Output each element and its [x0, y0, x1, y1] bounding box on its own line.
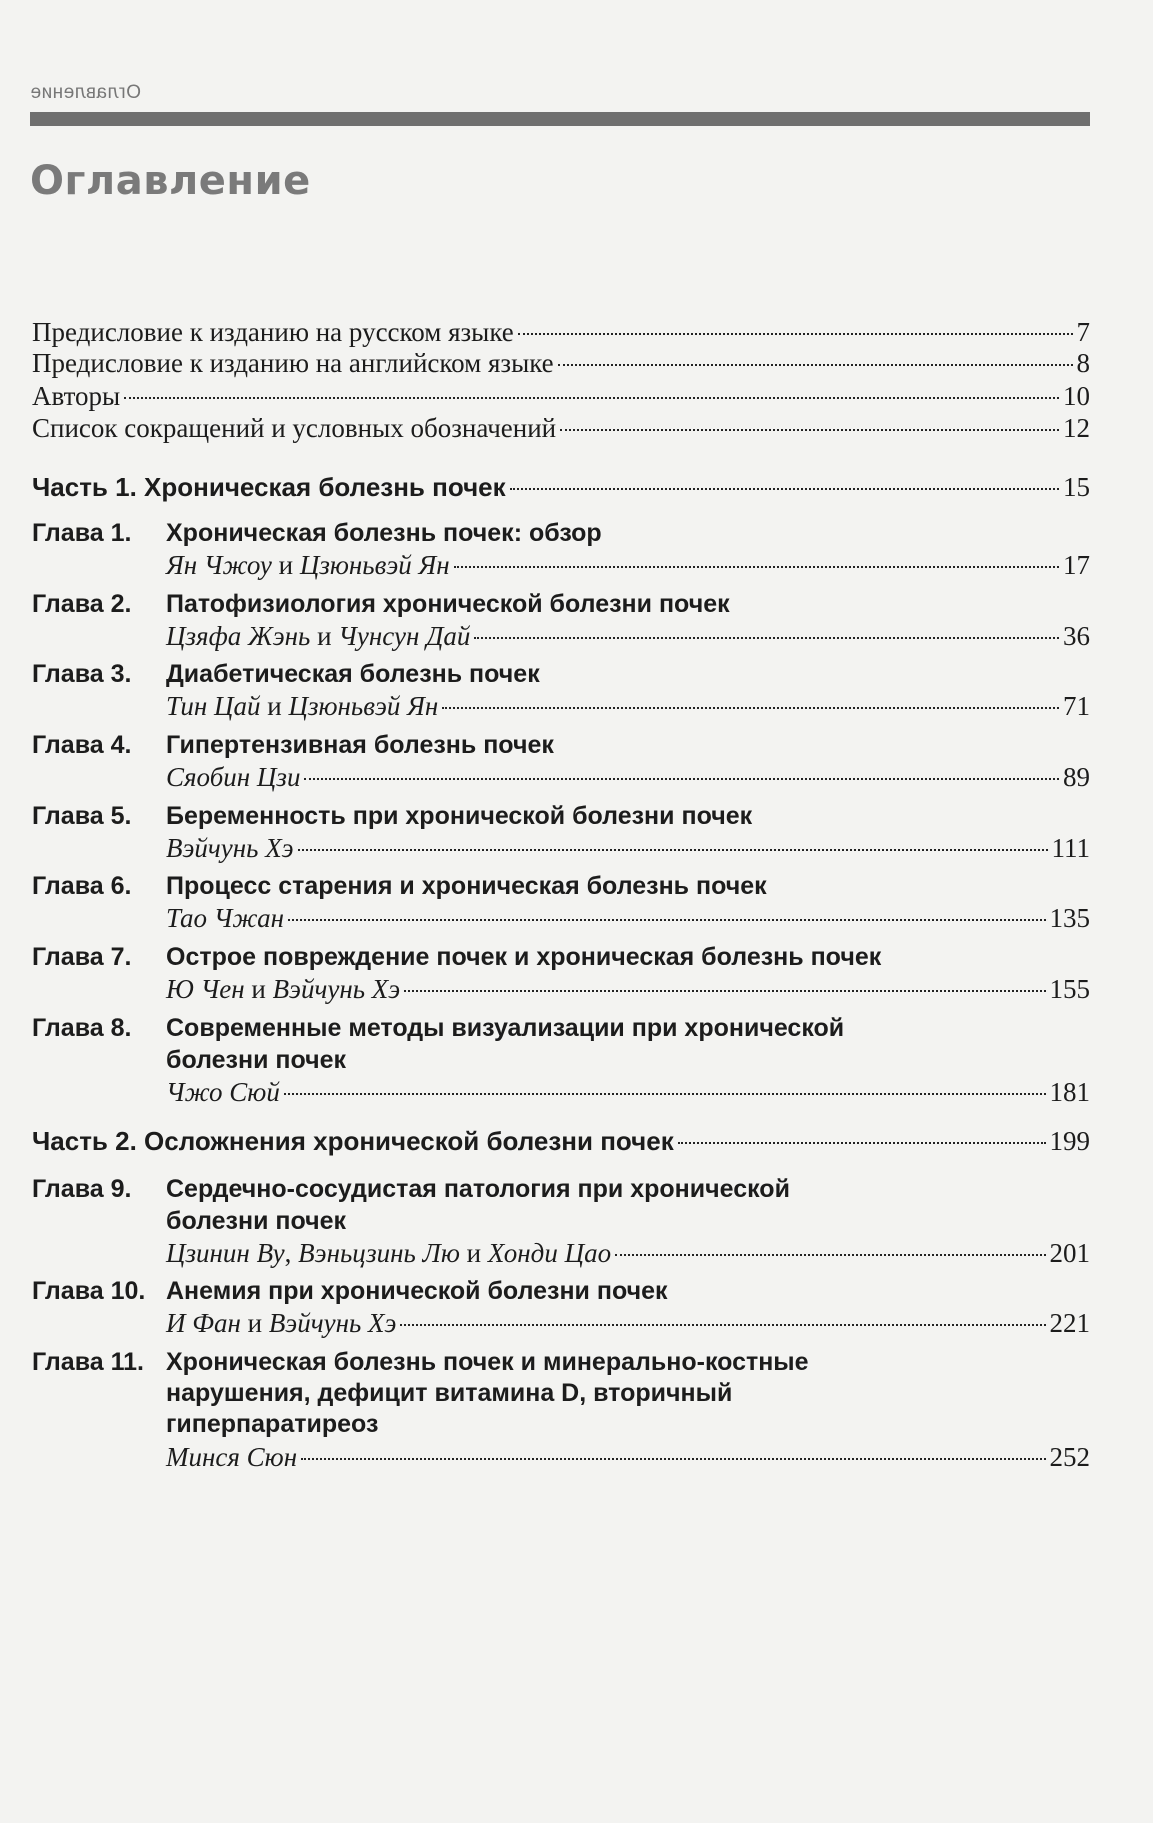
chapter-title-cont: нарушения, дефицит витамина D, вторичный	[166, 1379, 733, 1407]
author: Чунсун Дай	[338, 621, 471, 651]
chapter-title: Беременность при хронической болезни почек	[166, 802, 753, 830]
leader-dots	[510, 488, 1059, 490]
chapter-label: Глава 7.	[32, 943, 132, 971]
author: Сяобин Цзи	[166, 762, 301, 792]
chapter-label: Глава 10.	[32, 1277, 146, 1305]
leader-dots	[124, 397, 1059, 399]
leader-dots	[298, 849, 1048, 851]
leader-dots	[288, 919, 1045, 921]
toc-chapter-9-authors[interactable]	[166, 1234, 1090, 1272]
page-number: 181	[1049, 1077, 1090, 1107]
leader-dots	[284, 1093, 1046, 1095]
part-title: Часть 1. Хроническая болезнь почек	[32, 472, 506, 502]
page-title: Оглавление	[30, 158, 311, 204]
leader-dots	[560, 429, 1059, 431]
author: Вэньцзинь Лю	[298, 1238, 460, 1268]
page-number: 89	[1063, 762, 1090, 792]
conjunction: и	[251, 974, 266, 1004]
chapter-label: Глава 11.	[32, 1348, 144, 1376]
toc-chapter-1-authors[interactable]	[166, 546, 1090, 584]
chapter-title: Современные методы визуализации при хронической	[166, 1014, 845, 1042]
chapter-title: Гипертензивная болезнь почек	[166, 731, 554, 759]
toc-chapter-8-authors[interactable]	[166, 1073, 1090, 1111]
chapter-title: Сердечно-сосудистая патология при хронической	[166, 1175, 790, 1203]
chapter-title-cont: гиперпаратиреоз	[166, 1410, 379, 1438]
entry-text: Предисловие к изданию на английском языке	[32, 348, 554, 378]
author: Хонди Цао	[487, 1238, 612, 1268]
author: Вэйчунь Хэ	[268, 1308, 397, 1338]
entry-text: Авторы	[32, 381, 121, 411]
entry-text: Предисловие к изданию на русском языке	[32, 317, 514, 347]
leader-dots	[301, 1458, 1045, 1460]
page-number: 71	[1063, 691, 1090, 721]
toc-chapter-4-authors[interactable]	[166, 758, 1090, 796]
chapter-title-cont: болезни почек	[166, 1046, 347, 1074]
author: Цзяфа Жэнь	[166, 621, 311, 651]
page-number: 135	[1049, 903, 1090, 933]
author: Тао Чжан	[166, 903, 285, 933]
part-title: Часть 2. Осложнения хронической болезни почек	[32, 1126, 674, 1156]
toc-chapter-7-authors[interactable]	[166, 970, 1090, 1008]
page-number: 201	[1049, 1238, 1090, 1268]
author: Минся Сюн	[166, 1442, 298, 1472]
leader-dots	[404, 990, 1045, 992]
author: Ян Чжоу	[166, 550, 272, 580]
conjunction: и	[466, 1238, 482, 1268]
chapter-label: Глава 5.	[32, 802, 132, 830]
author: Ю Чен	[166, 974, 245, 1004]
page-number: 12	[1063, 413, 1090, 443]
toc-entry-abbreviations[interactable]	[32, 409, 1090, 447]
page-number: 15	[1063, 472, 1090, 502]
toc-chapter-11-authors[interactable]	[166, 1438, 1090, 1476]
author: Тин Цай	[166, 691, 261, 721]
leader-dots	[615, 1254, 1045, 1256]
page-number: 36	[1063, 621, 1090, 651]
author: Вэйчунь Хэ	[272, 974, 401, 1004]
author: Цзюньвэй Ян	[288, 691, 439, 721]
page-number: 199	[1049, 1126, 1090, 1156]
chapter-title-cont: болезни почек	[166, 1207, 347, 1235]
page-number: 111	[1051, 833, 1090, 863]
page-number: 17	[1063, 550, 1090, 580]
chapter-label: Глава 4.	[32, 731, 132, 759]
toc-chapter-5-authors[interactable]	[166, 829, 1090, 867]
page-number: 7	[1076, 317, 1090, 347]
chapter-label: Глава 1.	[32, 519, 132, 547]
author: Цзюньвэй Ян	[299, 550, 450, 580]
chapter-label: Глава 2.	[32, 590, 132, 618]
entry-text: Список сокращений и условных обозначений	[32, 413, 557, 443]
separator: ,	[284, 1238, 292, 1268]
chapter-title: Диабетическая болезнь почек	[166, 660, 540, 688]
chapter-title: Острое повреждение почек и хроническая болезнь почек	[166, 943, 882, 971]
header-rule	[30, 112, 1090, 126]
chapter-title: Хроническая болезнь почек и минерально-костные	[166, 1348, 809, 1376]
toc-chapter-6-authors[interactable]	[166, 899, 1090, 937]
toc-part-1[interactable]	[32, 468, 1090, 506]
chapter-label: Глава 3.	[32, 660, 132, 688]
leader-dots	[678, 1142, 1046, 1144]
page-number: 8	[1076, 348, 1090, 378]
toc-chapter-3-authors[interactable]	[166, 687, 1090, 725]
leader-dots	[442, 707, 1059, 709]
author: Вэйчунь Хэ	[166, 833, 294, 863]
chapter-label: Глава 8.	[32, 1014, 132, 1042]
leader-dots	[400, 1324, 1045, 1326]
chapter-title: Хроническая болезнь почек: обзор	[166, 519, 602, 547]
chapter-label: Глава 6.	[32, 872, 132, 900]
leader-dots	[454, 566, 1059, 568]
conjunction: и	[247, 1308, 263, 1338]
running-head: Оглавление	[30, 82, 141, 103]
toc-chapter-2-authors[interactable]	[166, 617, 1090, 655]
toc-chapter-10-authors[interactable]	[166, 1304, 1090, 1342]
chapter-title: Патофизиология хронической болезни почек	[166, 590, 730, 618]
chapter-label: Глава 9.	[32, 1175, 132, 1203]
author: И Фан	[166, 1308, 241, 1338]
chapter-title: Анемия при хронической болезни почек	[166, 1277, 668, 1305]
conjunction: и	[317, 621, 332, 651]
leader-dots	[474, 637, 1059, 639]
conjunction: и	[278, 550, 294, 580]
leader-dots	[558, 364, 1073, 366]
chapter-title: Процесс старения и хроническая болезнь почек	[166, 872, 767, 900]
page-number: 221	[1049, 1308, 1090, 1338]
leader-dots	[518, 333, 1073, 335]
author: Чжо Сюй	[166, 1077, 280, 1107]
page-number: 252	[1049, 1442, 1090, 1472]
author: Цзинин Ву	[166, 1238, 285, 1268]
conjunction: и	[267, 691, 282, 721]
toc-part-2[interactable]	[32, 1122, 1090, 1160]
page-number: 10	[1063, 381, 1090, 411]
leader-dots	[304, 778, 1059, 780]
page-number: 155	[1049, 974, 1090, 1004]
